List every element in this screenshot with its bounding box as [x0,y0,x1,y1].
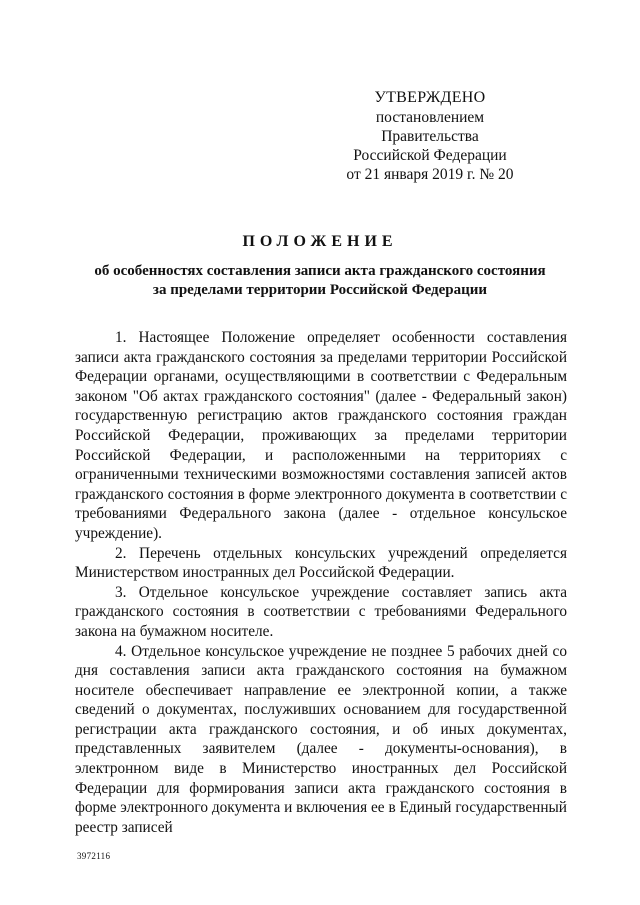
subtitle-line-2: за пределами территории Российской Федерации [152,282,488,298]
approval-stamp [330,88,530,184]
approval-line-2: Российской Федерации [353,147,507,164]
approval-line-3: от 21 января 2019 г. № 20 [346,166,514,183]
subtitle-line-1: об особенностях составления записи акта гражданского состояния [94,263,546,279]
approval-line-1: постановлением Правительства [375,109,485,145]
document-subtitle [60,262,580,300]
paragraph-4: 4. Отдельное консульское учреждение не позднее 5 рабочих дней со дня составления записи акта гражданского состояния на бумажном носителе обеспечивает направление ее электронной копии, а также сведений о документах, послуживших основанием для государственной регистрации акта гражданского состояния, и об иных документах, представленных заявителем (далее - документы-основания), в электронном виде в Министерство иностранных дел Российской Федерации для формирования записи акта гражданского состояния в форме электронного документа и включения ее в Единый государственный реестр записей [75,642,567,836]
paragraph-1: 1. Настоящее Положение определяет особенности составления записи акта гражданского состояния за пределами территории Российской Федерации органами, осуществляющими в соответствии с Федеральным законом "Об актах гражданского состояния" (далее - Федеральный закон) государственную регистрацию актов гражданского состояния граждан Российской Федерации, проживающих за пределами территории Российской Федерации, и расположенными на территориях с ограниченными техническими возможностями составления записей актов гражданского состояния в форме электронного документа в соответствии с требованиями Федерального закона (далее - отдельное консульское учреждение). [75,329,567,542]
paragraph-3: 3. Отдельное консульское учреждение составляет запись акта гражданского состояния в соответствии с требованиями Федерального закона на бумажном носителе. [75,583,567,640]
document-title: ПОЛОЖЕНИЕ [242,233,398,250]
document-body [75,328,567,837]
approval-heading: УТВЕРЖДЕНО [374,89,486,106]
paragraph-2: 2. Перечень отдельных консульских учреждений определяется Министерством иностранных дел Российской Федерации. [75,544,567,582]
document-code: 3972116 [77,851,111,861]
